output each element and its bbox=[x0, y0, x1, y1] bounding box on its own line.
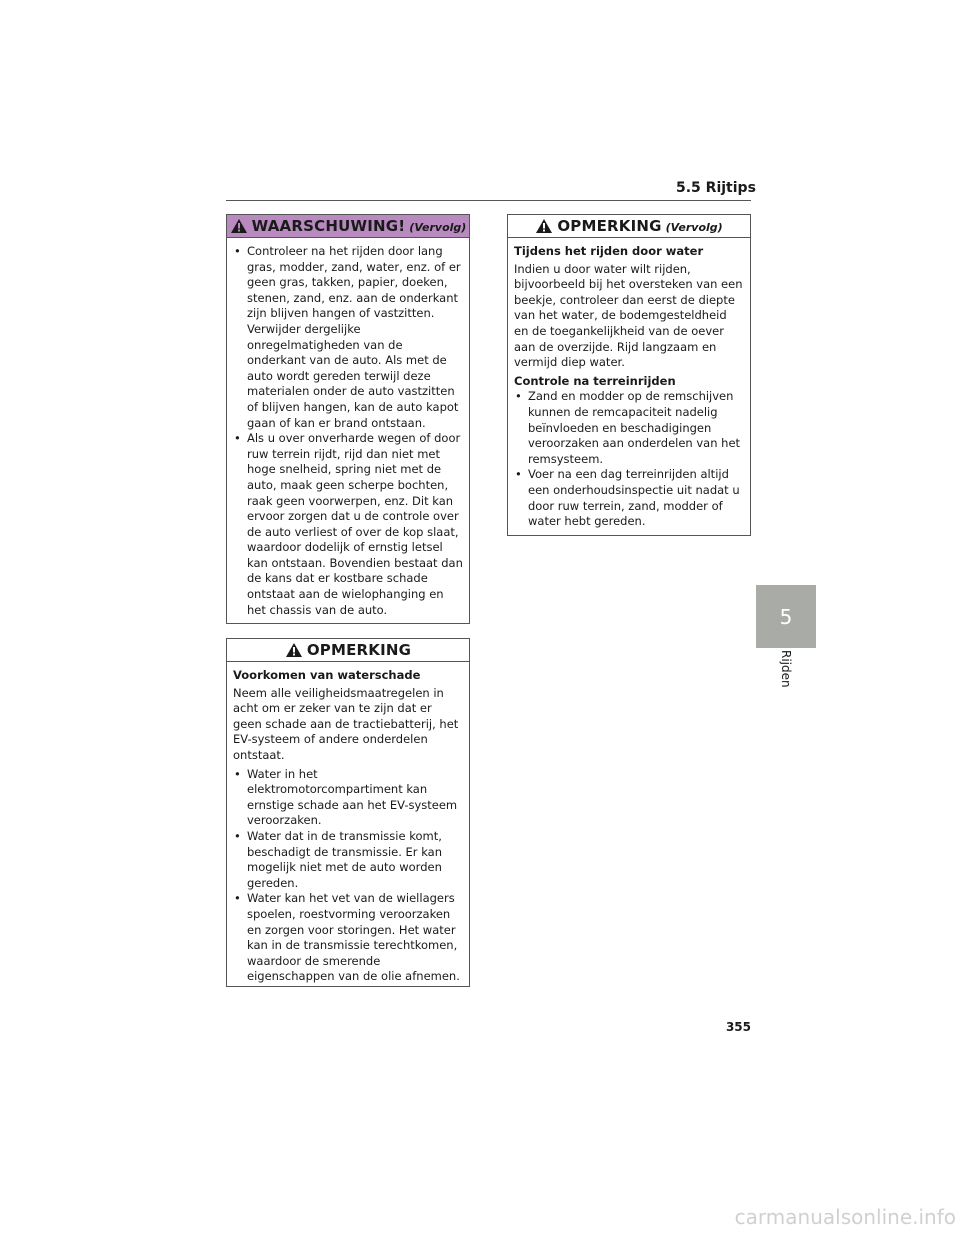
note-box-body bbox=[508, 238, 750, 534]
list-item: • Voer na een dag terreinrijden altijd een onderhoudsinspectie uit nadat u door ruw terrein, zand, modder of water hebt gereden. bbox=[514, 467, 744, 529]
note-box-subtitle: (Vervolg) bbox=[665, 221, 723, 234]
note-box-title: OPMERKING bbox=[557, 217, 662, 235]
list-item: • Water kan het vet van de wiellagers spoelen, roestvorming veroorzaken en zorgen voor storingen. Het water kan in de transmissie terechtkomen, waardoor de smerende eigenschappen van de olie afnemen. bbox=[233, 891, 463, 985]
note-box-header bbox=[508, 215, 750, 238]
chapter-number: 5 bbox=[779, 604, 793, 629]
warning-box-header bbox=[227, 215, 469, 238]
header-rule bbox=[226, 200, 751, 201]
note-bullet-list bbox=[514, 389, 744, 529]
warning-box-body bbox=[227, 238, 469, 622]
note-box-body bbox=[227, 662, 469, 989]
warning-triangle-icon bbox=[230, 218, 248, 234]
list-item: • Controleer na het rijden door lang gras, modder, zand, water, enz. of er geen gras, takken, papier, doeken, stenen, zand, enz. aan de onderkant zijn blijven hangen of vastzitten. Verwijder dergelijke onregelmatigheden van de onderkant van de auto. Als met de auto wordt gereden terwijl deze materialen onder de auto vastzitten of blijven hangen, kan de auto kapot gaan of kan er brand ontstaan. bbox=[233, 244, 463, 431]
list-item: • Zand en modder op de remschijven kunnen de remcapaciteit nadelig beïnvloeden en beschadigingen veroorzaken aan onderdelen van het remsysteem. bbox=[514, 389, 744, 467]
note-box-waterschade bbox=[226, 638, 470, 987]
chapter-tab[interactable] bbox=[756, 585, 816, 648]
watermark: carmanualsonline.info bbox=[734, 1205, 956, 1229]
list-item: • Water dat in de transmissie komt, beschadigt de transmissie. Er kan mogelijk niet met de auto worden gereden. bbox=[233, 829, 463, 891]
page-number: 355 bbox=[725, 1020, 751, 1034]
warning-box-title: WAARSCHUWING! bbox=[251, 217, 406, 235]
warning-bullet-list bbox=[233, 244, 463, 618]
note-heading: Voorkomen van waterschade bbox=[233, 668, 421, 682]
note-paragraph: Indien u door water wilt rijden, bijvoorbeeld bij het oversteken van een beekje, controleer dan eerst de diepte van het water, de bodemgesteldheid en de toegankelijkheid van de oever aan de overzijde. Rijd langzaam en vermijd diep water. bbox=[514, 261, 743, 370]
list-item: • Water in het elektromotorcompartiment kan ernstige schade aan het EV-systeem veroorzaken. bbox=[233, 767, 463, 829]
caution-triangle-icon bbox=[535, 218, 553, 234]
chapter-label-text: Rijden bbox=[779, 650, 793, 688]
caution-triangle-icon bbox=[285, 642, 303, 658]
note-paragraph: Neem alle veiligheidsmaatregelen in acht om er zeker van te zijn dat er geen schade aan de tractiebatterij, het EV-systeem of andere onderdelen ontstaat. bbox=[233, 685, 459, 762]
note-box-title: OPMERKING bbox=[306, 641, 412, 659]
warning-box bbox=[226, 214, 470, 624]
note-bullet-list bbox=[233, 767, 463, 985]
list-item: • Als u over onverharde wegen of door ruw terrein rijdt, rijd dan niet met hoge snelheid, spring niet met de auto, maak geen scherpe bochten, raak geen voorwerpen, enz. Dit kan ervoor zorgen dat u de controle over de auto verliest of over de kop slaat, waardoor dodelijk of ernstig letsel kan ontstaan. Bovendien bestaat dan de kans dat er kostbare schade ontstaat aan de wielophanging en het chassis van de auto. bbox=[233, 431, 463, 618]
section-header: 5.5 Rijtips bbox=[676, 180, 756, 196]
note-heading: Controle na terreinrijden bbox=[514, 373, 676, 388]
note-box-header bbox=[227, 639, 469, 662]
note-heading: Tijdens het rijden door water bbox=[514, 244, 704, 258]
warning-box-subtitle: (Vervolg) bbox=[409, 221, 467, 234]
note-box-continued bbox=[507, 214, 751, 536]
chapter-label bbox=[778, 650, 794, 710]
